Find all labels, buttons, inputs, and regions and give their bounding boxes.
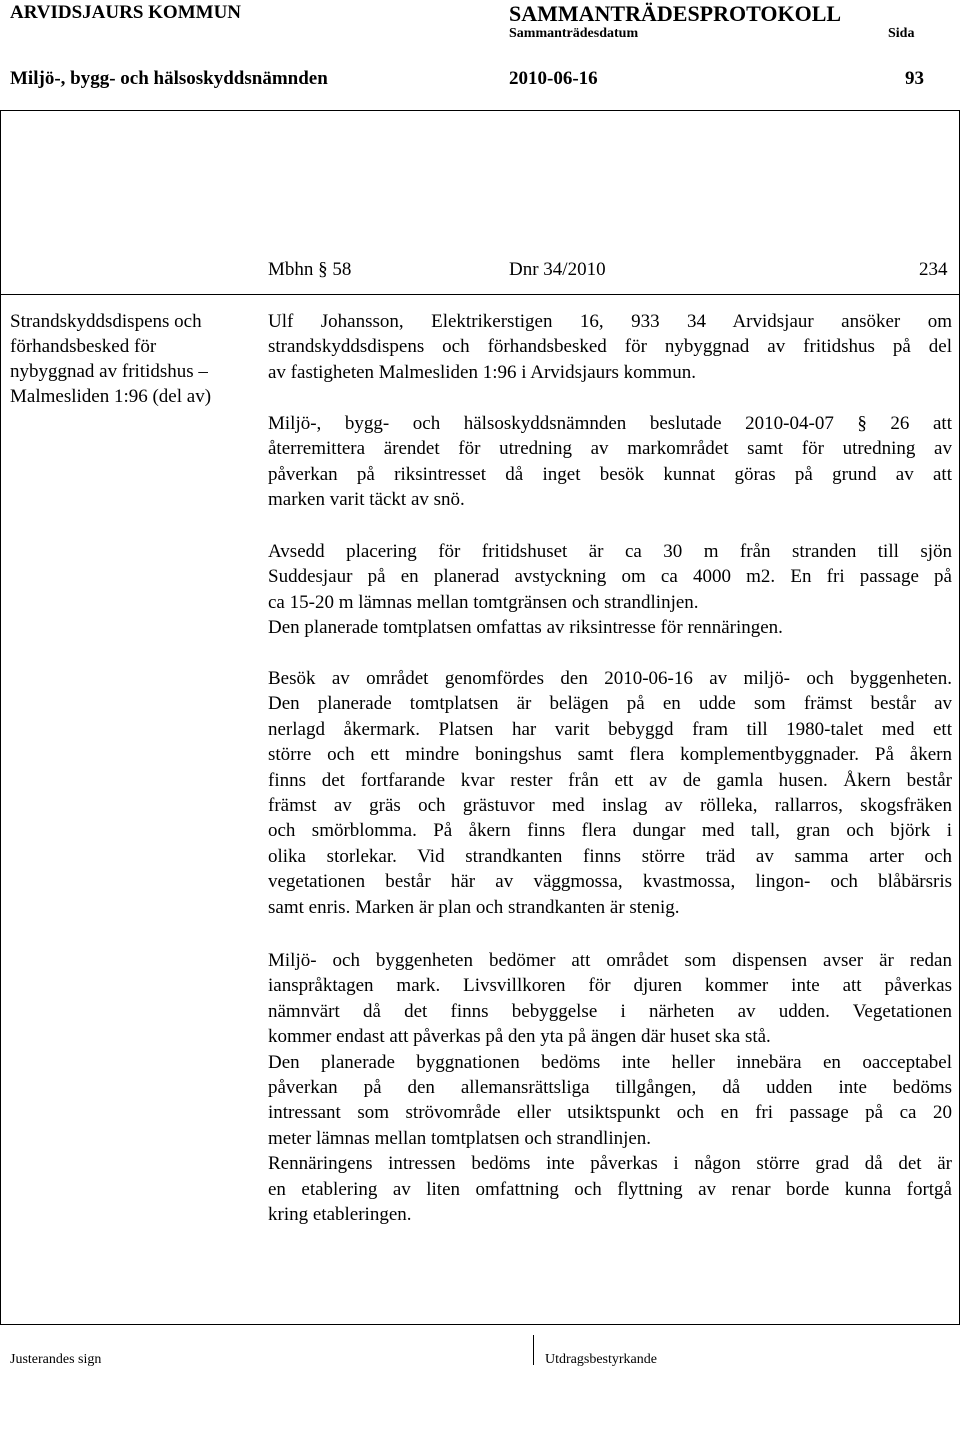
frame-left	[0, 110, 1, 1325]
text-line: marken varit täckt av snö.	[268, 489, 465, 511]
page-number: 93	[905, 68, 924, 89]
text-line: större och ett mindre boningshus samt flera komplementbyggnader. På åkern	[268, 744, 952, 766]
paragraph-assessment	[268, 948, 952, 1227]
page-label: Sida	[888, 26, 915, 41]
case-dnr: Dnr 34/2010	[509, 259, 606, 280]
text-line: Den planerade tomtplatsen omfattas av riksintresse för rennäringen.	[268, 617, 783, 639]
text-line: meter lämnas mellan tomtplatsen och strandlinjen.	[268, 1127, 652, 1149]
case-subject	[10, 309, 255, 409]
case-subject-line: Strandskyddsdispens och	[10, 311, 202, 332]
text-line: vegetationen består här av väggmossa, kvastmossa, lingon- och blåbärsris	[268, 871, 952, 893]
text-line: finns det fortfarande kvar rester från ett av de gamla husen. Åkern består	[268, 769, 952, 791]
text-line: Miljö-, bygg- och hälsoskyddsnämnden beslutade 2010-04-07 § 26 att	[268, 413, 952, 434]
paragraph-site-visit	[268, 666, 952, 920]
text-line: Suddesjaur på en planerad avstyckning om ca 4000 m2. En fri passage på	[268, 566, 952, 588]
text-line: kring etableringen.	[268, 1203, 412, 1225]
text-line: olika storlekar. Vid strandkanten finns större träd av samma arter och	[268, 845, 952, 867]
text-line: ianspråktagen mark. Livsvillkoren för djuren kommer inte att påverkas	[268, 975, 952, 997]
paragraph-placement	[268, 539, 952, 641]
extract-label: Utdragsbestyrkande	[545, 1352, 657, 1367]
paragraph-previous-decision	[268, 411, 952, 513]
text-line: Ulf Johansson, Elektrikerstigen 16, 933 34 Arvidsjaur ansöker om	[268, 311, 952, 332]
text-line: Miljö- och byggenheten bedömer att området som dispensen avser är redan	[268, 950, 952, 971]
text-line: strandskyddsdispens och förhandsbesked för nybyggnad av fritidshus på del	[268, 336, 952, 358]
document-type: SAMMANTRÄDESPROTOKOLL	[509, 1, 842, 26]
text-line: Besök av området genomfördes den 2010-06-16 av miljö- och byggenheten.	[268, 668, 952, 689]
case-subject-line: förhandsbesked för	[10, 336, 157, 357]
top-rule	[0, 110, 960, 111]
text-line: av fastigheten Malmesliden 1:96 i Arvidsjaurs kommun.	[268, 361, 696, 383]
text-line: Rennäringens intressen bedöms inte påverkas i någon större grad då det är	[268, 1153, 952, 1175]
meeting-date: 2010-06-16	[509, 68, 598, 89]
case-reference: Mbhn § 58	[268, 259, 352, 280]
text-line: en etablering av liten omfattning och flyttning av renar borde kunna fortgå	[268, 1178, 952, 1200]
case-subject-line: Malmesliden 1:96 (del av)	[10, 386, 212, 407]
footer-divider	[533, 1335, 534, 1365]
text-line: återremittera ärendet för utredning av markområdet samt för utredning av	[268, 438, 952, 460]
text-line: och smörblomma. På åkern finns flera dungar med tall, gran och björk i	[268, 820, 952, 842]
text-line: påverkan på den allemansrättsliga tillgången, då udden inte bedöms	[268, 1076, 952, 1098]
text-line: nerlagd åkermark. Platsen har varit bebyggd fram till 1980-talet med ett	[268, 718, 952, 740]
meeting-date-label: Sammanträdesdatum	[509, 26, 639, 41]
text-line: nämnvärt då det finns bebyggelse i närheten av udden. Vegetationen	[268, 1000, 952, 1022]
paragraph-application	[268, 309, 952, 385]
municipality-name: ARVIDSJAURS KOMMUN	[10, 2, 242, 23]
text-line: Den planerade tomtplatsen är belägen på en udde som främst består av	[268, 693, 952, 715]
text-line: Avsedd placering för fritidshuset är ca 30 m från stranden till sjön	[268, 541, 952, 562]
text-line: intressant som strövområde eller utsiktspunkt och en fri passage på ca 20	[268, 1102, 952, 1124]
bottom-rule	[0, 1324, 960, 1325]
case-subject-line: nybyggnad av fritidshus –	[10, 361, 208, 382]
sign-label: Justerandes sign	[10, 1352, 102, 1367]
text-line: samt enris. Marken är plan och strandkanten är stenig.	[268, 896, 680, 918]
text-line: Den planerade byggnationen bedöms inte heller innebära en oacceptabel	[268, 1051, 952, 1073]
text-line: ca 15-20 m lämnas mellan tomtgränsen och strandlinjen.	[268, 591, 699, 613]
committee-name: Miljö-, bygg- och hälsoskyddsnämnden	[10, 68, 328, 89]
case-header-rule	[0, 294, 960, 295]
text-line: påverkan på riksintresset då inget besök kunnat göras på grund av att	[268, 463, 952, 485]
case-number: 234	[919, 259, 948, 280]
text-line: främst av gräs och grästuvor med inslag av rölleka, rallarros, skogsfräken	[268, 794, 952, 816]
text-line: kommer endast att påverkas på den yta på ängen där huset ska stå.	[268, 1026, 771, 1048]
